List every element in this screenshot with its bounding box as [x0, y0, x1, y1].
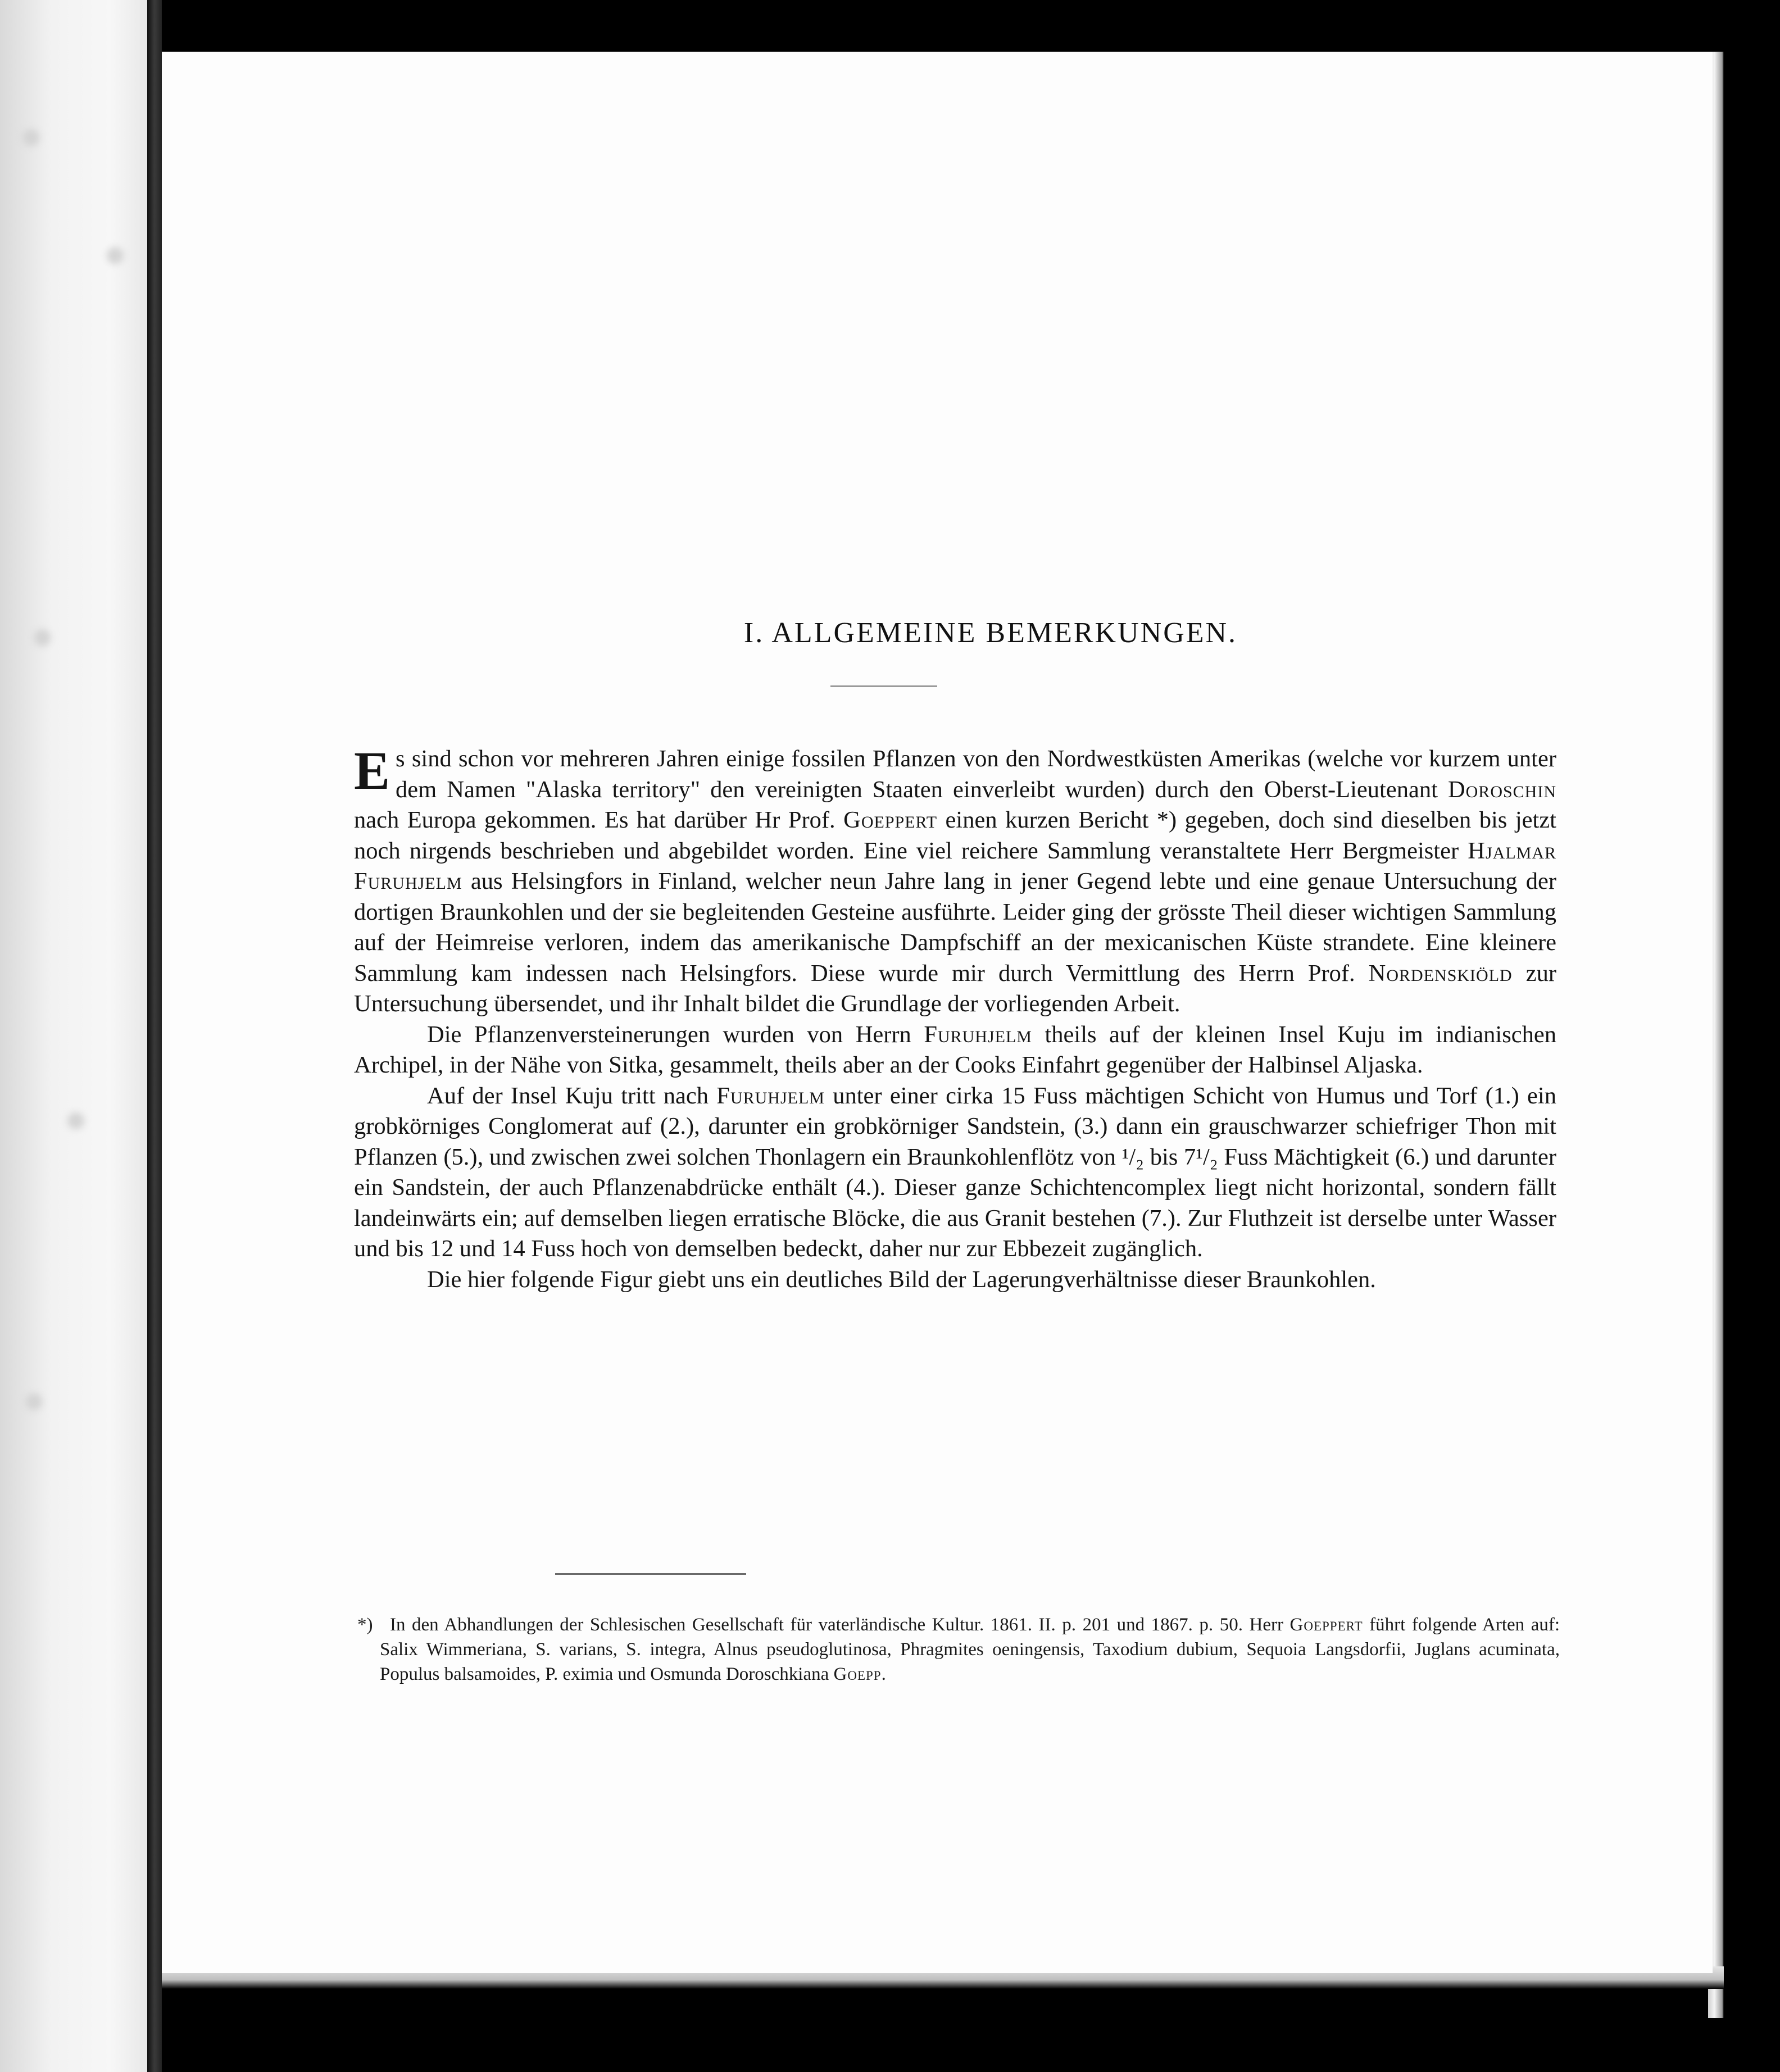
paragraph-1	[354, 740, 1556, 1020]
title-rule	[830, 685, 937, 687]
paragraph-2-lead: Die Pflanzenversteinerungen wurden von Herrn	[427, 1021, 924, 1048]
paragraph-1-tail: zur Untersuchung übersendet, und ihr Inhalt bildet die Grundlage der vorliegenden Arbeit.	[354, 960, 1556, 1017]
fraction-half: ¹/₂	[1196, 1143, 1218, 1170]
footnote-rule	[555, 1573, 746, 1575]
footnote-tail: .	[881, 1664, 886, 1684]
footnote	[357, 1612, 1560, 1687]
paragraph-3-mid-1: unter einer cirka 15 Fuss mächtigen Schicht von Humus und Torf (1.) ein grobkörniges Conglomerat auf (2.), darunter ein grobkörniger Sandstein, (3.) dann ein grauschwarzer schiefriger Thon mit Pflanzen (5.), und zwischen zwei solchen Thonlagern ein Braunkohlenflötz von	[354, 1082, 1556, 1170]
author-name-furuhjelm: Hjalmar Furuhjelm	[354, 837, 1556, 894]
footnote-mark: *)	[357, 1615, 373, 1635]
book-gutter	[147, 0, 162, 2072]
paragraph-3	[354, 1081, 1556, 1265]
paragraph-3-lead: Auf der Insel Kuju tritt nach	[427, 1082, 717, 1109]
footnote-mid: führt folgende Arten auf: Salix Wimmeriana, S. varians, S. integra, Alnus pseudoglutinosa, Phragmites oeningensis, Taxodium dubium, Sequoia Langsdorfii, Juglans acuminata, Populus balsamoides, P. eximia und Osmunda Doroschkiana	[380, 1615, 1560, 1684]
author-name-furuhjelm: Furuhjelm	[924, 1021, 1032, 1048]
previous-page-edge	[0, 0, 147, 2072]
paragraph-1-lead: s sind schon vor mehreren Jahren einige fossilen Pflanzen von den Nordwestküsten Amerikas (welche vor kurzem unter dem Namen "Alaska territory" den vereinigten Staaten einverleibt wurden) durch den Oberst-Lieutenant	[396, 746, 1556, 803]
book-page	[162, 52, 1713, 1973]
paragraph-3-tail: Fuss Mächtigkeit (6.) und darunter ein Sandstein, der auch Pflanzenabdrücke enthält (4.). Dieser ganze Schichtencomplex liegt nicht horizontal, sondern fällt landeinwärts ein; auf demselben liegen erratische Blöcke, die aus Granit bestehen (7.). Zur Fluthzeit ist derselbe unter Wasser und bis 12 und 14 Fuss hoch von demselben bedeckt, daher nur zur Ebbezeit zugänglich.	[354, 1143, 1556, 1262]
paragraph-3-mid-2: bis 7	[1144, 1143, 1196, 1170]
paragraph-4	[354, 1265, 1556, 1296]
paragraph-2-tail: theils auf der kleinen Insel Kuju im indianischen Archipel, in der Nähe von Sitka, gesammelt, theils aber an der Cooks Einfahrt gegenüber der Halbinsel Aljaska.	[354, 1021, 1556, 1078]
section-title: I. ALLGEMEINE BEMERKUNGEN.	[743, 617, 1238, 649]
author-name-nordenskiold: Nordenskiöld	[1368, 960, 1513, 987]
author-abbrev-goepp: Goepp	[833, 1664, 882, 1684]
paragraph-1-mid-1: nach Europa gekommen. Es hat darüber Hr Prof.	[354, 807, 844, 833]
author-name-furuhjelm: Furuhjelm	[716, 1082, 825, 1109]
author-name-doroschin: Doroschin	[1447, 776, 1556, 803]
drop-cap: E	[354, 740, 390, 801]
author-name-goeppert: Goeppert	[1289, 1615, 1363, 1635]
footnote-lead: In den Abhandlungen der Schlesischen Gesellschaft für vaterländische Kultur. 1861. II. p. 201 und 1867. p. 50. Herr	[390, 1615, 1290, 1635]
paragraph-1-mid-2: einen kurzen Bericht *) gegeben, doch sind dieselben bis jetzt noch nirgends beschrieben und abgebildet worden. Eine viel reichere Sammlung veranstaltete Herr Bergmeister	[354, 807, 1556, 864]
paragraph-1-mid-3: aus Helsingfors in Finland, welcher neun Jahre lang in jener Gegend lebte und eine genaue Untersuchung der dortigen Braunkohlen und der sie begleitenden Gesteine ausführte. Leider ging der grösste Theil dieser wichtigen Sammlung auf der Heimreise verloren, indem das amerikanische Dampfschiff an der mexicanischen Küste strandete. Eine kleinere Sammlung kam indessen nach Helsingfors. Diese wurde mir durch Vermittlung des Herrn Prof.	[354, 868, 1556, 987]
fraction-half: ¹/₂	[1121, 1143, 1145, 1170]
body-text	[354, 740, 1556, 1295]
paragraph-4-lead: Die hier folgende Figur giebt uns ein deutliches Bild der Lagerungverhältnisse dieser Braunkohlen.	[427, 1266, 1376, 1293]
paragraph-2	[354, 1020, 1556, 1081]
author-name-goeppert: Goeppert	[843, 807, 938, 833]
